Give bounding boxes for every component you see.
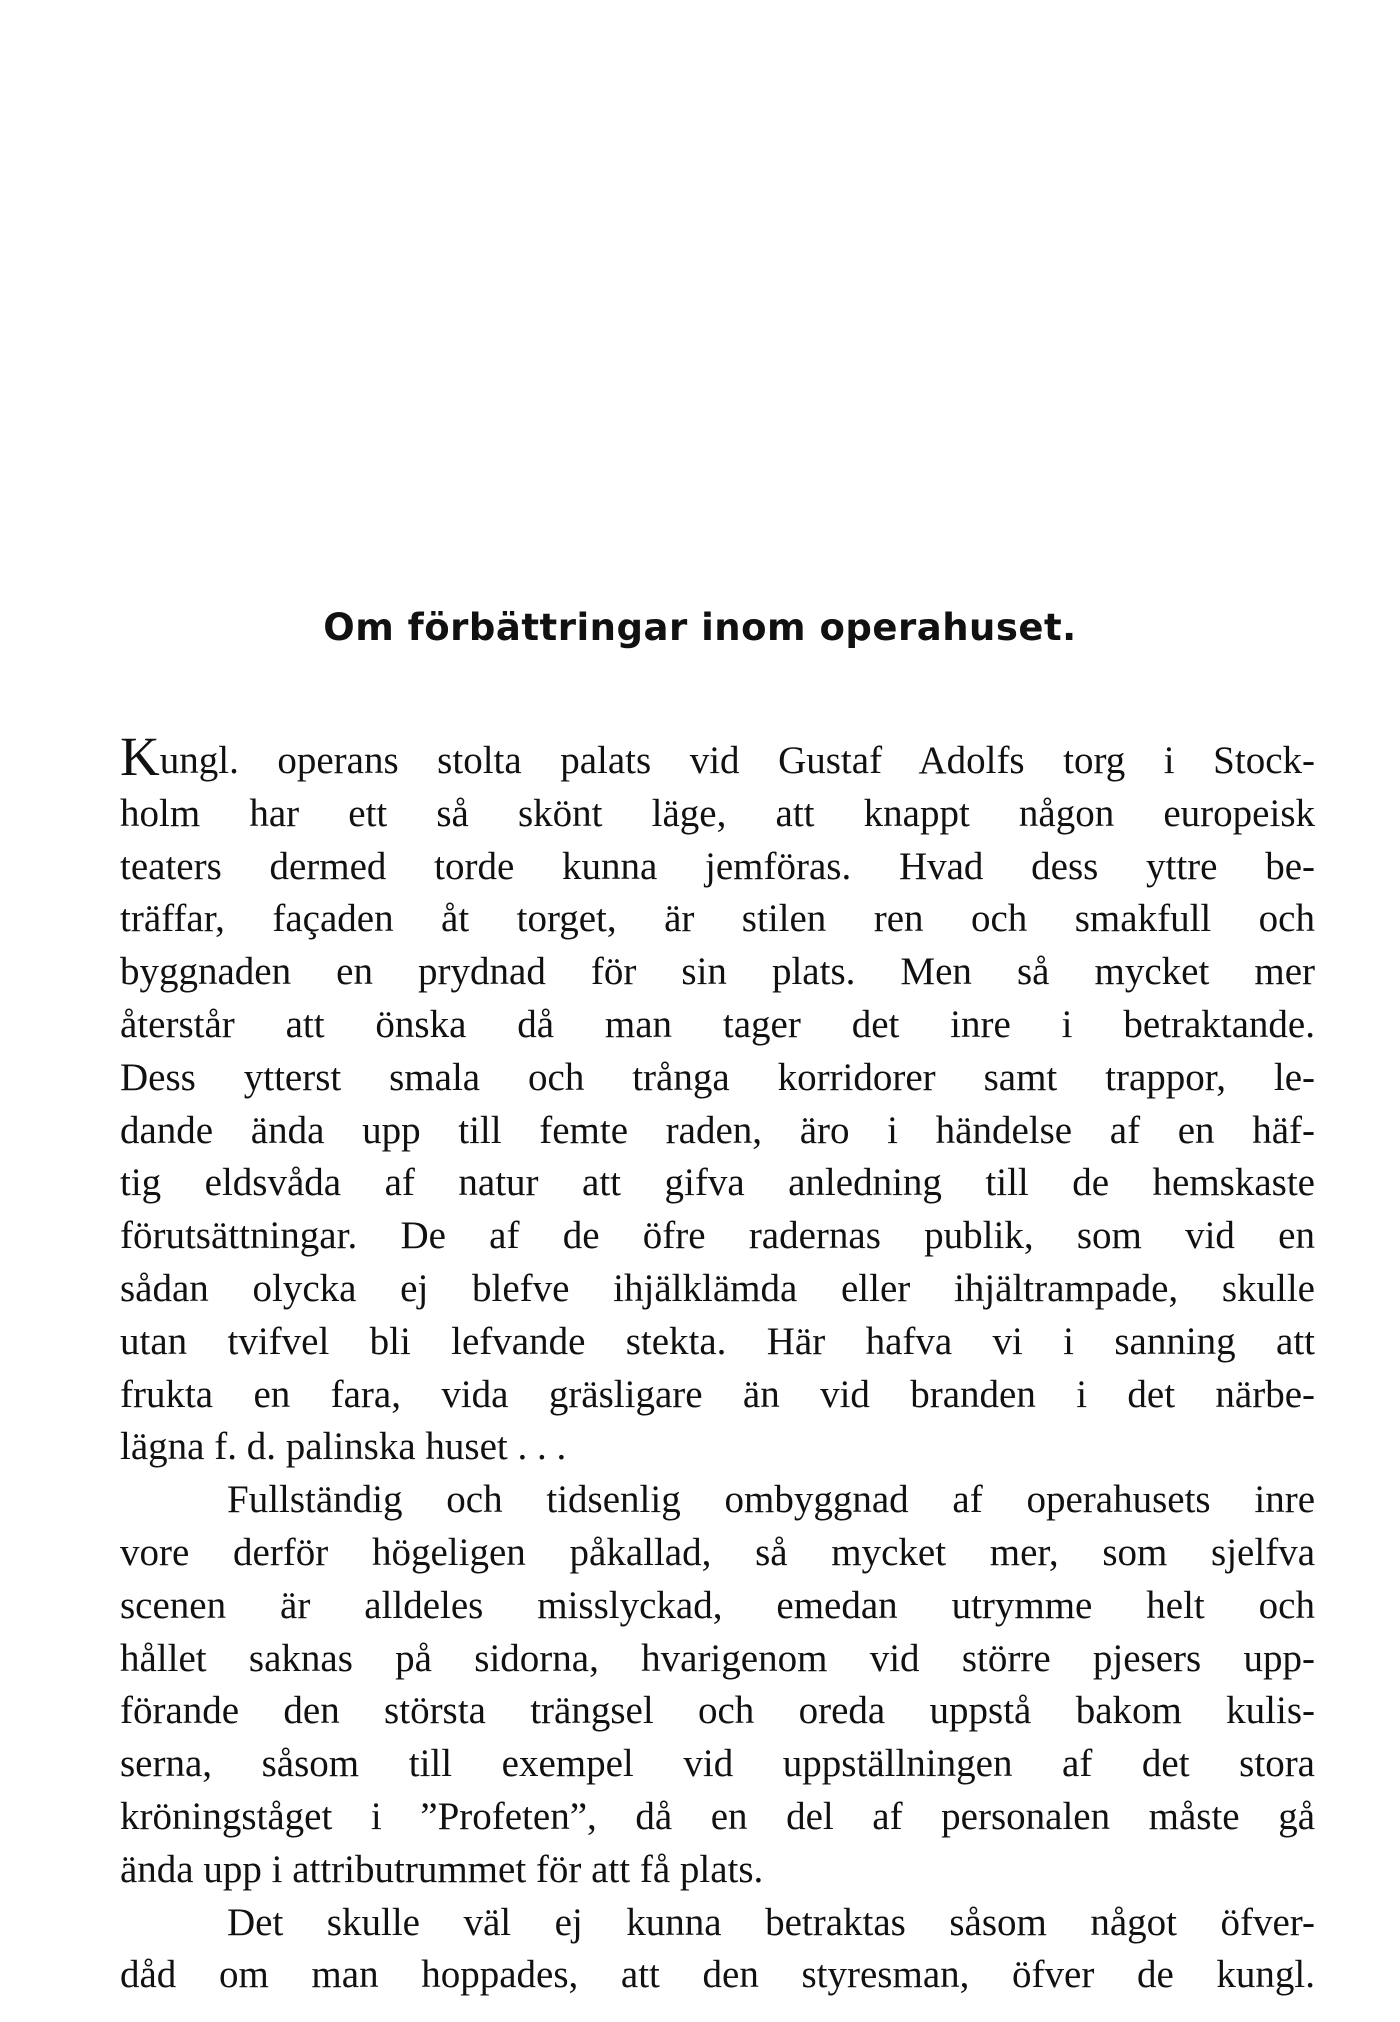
text-line: tig eldsvåda af natur att gifva anledning till de hemskaste xyxy=(120,1161,1315,1205)
text-line: Fullständig och tidsenlig ombyggnad af operahusets inre xyxy=(227,1478,1315,1522)
text-line: scenen är alldeles misslyckad, emedan utrymme helt och xyxy=(120,1583,1315,1627)
text-line: sådan olycka ej blefve ihjälklämda eller ihjältrampade, skulle xyxy=(120,1266,1315,1310)
page-title: Om förbättringar inom operahuset. xyxy=(323,606,1077,649)
text-line: lägna f. d. palinska huset . . . xyxy=(120,1425,567,1469)
text-line: holm har ett så skönt läge, att knappt någon europeisk xyxy=(120,791,1315,835)
text-line: hållet saknas på sidorna, hvarigenom vid större pjesers upp- xyxy=(120,1636,1315,1680)
text-line: träffar, façaden åt torget, är stilen ren och smakfull och xyxy=(120,897,1315,941)
text-line: utan tvifvel bli lefvande stekta. Här hafva vi i sanning att xyxy=(120,1319,1315,1363)
text-line: ända upp i attributrummet för att få plats. xyxy=(120,1847,764,1891)
text-line: kröningståget i ”Profeten”, då en del af personalen måste gå xyxy=(120,1794,1315,1838)
drop-cap: K xyxy=(120,735,160,787)
text-line: Dess ytterst smala och trånga korridorer samt trappor, le- xyxy=(120,1055,1315,1099)
text-line: frukta en fara, vida gräsligare än vid branden i det närbe- xyxy=(120,1372,1315,1416)
text-line: teaters dermed torde kunna jemföras. Hvad dess yttre be- xyxy=(120,844,1315,888)
text-line: Det skulle väl ej kunna betraktas såsom något öfver- xyxy=(227,1900,1315,1944)
text-line: vore derför högeligen påkallad, så mycket mer, som sjelfva xyxy=(120,1530,1315,1574)
body-text xyxy=(120,735,1315,2002)
text-line: återstår att önska då man tager det inre i betraktande. xyxy=(120,1002,1315,1046)
text-line: förande den största trängsel och oreda uppstå bakom kulis- xyxy=(120,1689,1315,1733)
text-line: förutsättningar. De af de öfre radernas publik, som vid en xyxy=(120,1214,1315,1258)
text-line: Kungl. operans stolta palats vid Gustaf Adolfs torg i Stock- xyxy=(120,735,1315,788)
text-line: byggnaden en prydnad för sin plats. Men så mycket mer xyxy=(120,950,1315,994)
text-line: dåd om man hoppades, att den styresman, öfver de kungl. xyxy=(120,1953,1315,1997)
text-line: serna, såsom till exempel vid uppställningen af det stora xyxy=(120,1742,1315,1786)
text-line: dande ända upp till femte raden, äro i händelse af en häf- xyxy=(120,1108,1315,1152)
